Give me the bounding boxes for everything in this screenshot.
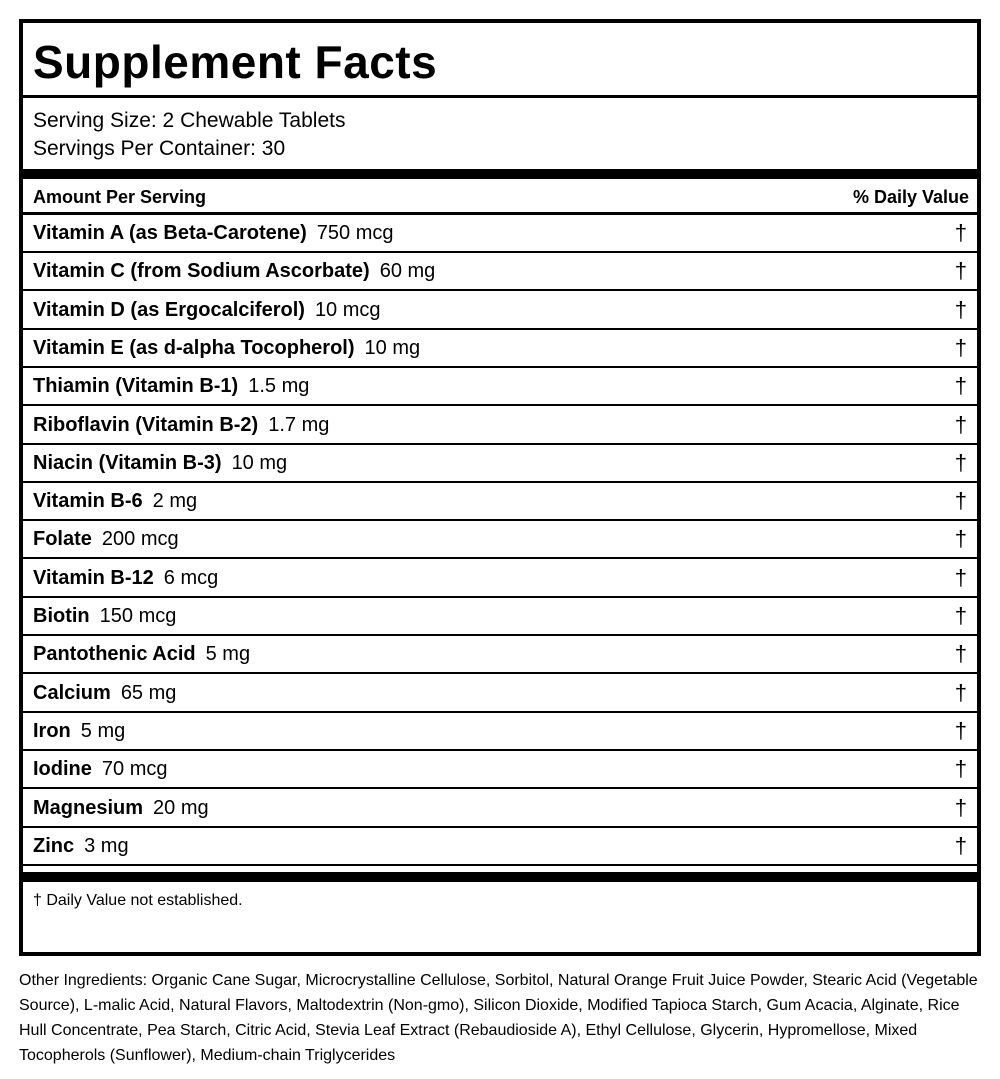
- nutrient-daily-value: †: [954, 220, 967, 245]
- nutrient-name: Vitamin B-12: [33, 566, 154, 589]
- nutrient-amount: 750 mcg: [316, 222, 394, 244]
- nutrient-text: [33, 794, 209, 822]
- nutrient-text: [33, 334, 420, 362]
- nutrient-amount: 10 mg: [364, 336, 421, 359]
- nutrient-name: Biotin: [33, 605, 90, 627]
- nutrient-daily-value: †: [954, 296, 967, 322]
- nutrient-amount: 1.7 mg: [268, 413, 330, 436]
- nutrient-daily-value: †: [954, 488, 967, 514]
- nutrient-row: [23, 636, 977, 674]
- nutrient-name: Pantothenic Acid: [33, 643, 196, 666]
- nutrient-text: [33, 219, 394, 247]
- nutrient-text: [33, 832, 129, 860]
- nutrient-name: Vitamin E (as d-alpha Tocopherol): [33, 336, 355, 359]
- thick-divider-bottom: [23, 872, 977, 882]
- nutrient-row: [23, 521, 977, 559]
- nutrient-amount: 20 mg: [153, 796, 209, 819]
- nutrient-row: [23, 407, 977, 445]
- nutrient-name: Vitamin A (as Beta-Carotene): [33, 222, 307, 244]
- nutrient-text: [33, 717, 125, 745]
- nutrient-name: Niacin (Vitamin B-3): [33, 451, 222, 474]
- serving-size: Serving Size: 2 Chewable Tablets: [33, 109, 346, 132]
- nutrient-daily-value: †: [954, 449, 967, 475]
- nutrient-daily-value: †: [954, 603, 967, 628]
- nutrient-daily-value: †: [954, 526, 967, 552]
- nutrient-amount: 65 mg: [120, 681, 177, 704]
- amount-per-serving-header: Amount Per Serving: [33, 187, 207, 207]
- nutrient-row: [23, 445, 977, 483]
- nutrient-amount: 70 mcg: [101, 758, 168, 781]
- nutrient-name: Folate: [33, 528, 92, 551]
- nutrient-row: [23, 790, 977, 828]
- nutrient-amount: 200 mcg: [101, 528, 179, 551]
- nutrient-daily-value: †: [954, 334, 967, 360]
- nutrient-text: [33, 411, 329, 439]
- nutrient-daily-value: †: [954, 832, 967, 858]
- nutrient-daily-value: †: [954, 564, 967, 590]
- nutrient-name: Riboflavin (Vitamin B-2): [33, 413, 259, 436]
- nutrient-daily-value: †: [954, 794, 967, 820]
- daily-value-footnote: † Daily Value not established.: [33, 892, 243, 909]
- nutrient-row: [23, 713, 977, 751]
- nutrient-row: [23, 828, 977, 866]
- nutrient-amount: 2 mg: [152, 490, 198, 513]
- nutrient-amount: 3 mg: [84, 834, 129, 857]
- nutrient-name: Magnesium: [33, 796, 144, 819]
- nutrient-amount: 5 mg: [80, 719, 126, 742]
- nutrient-text: [33, 602, 176, 630]
- other-ingredients: Other Ingredients: Organic Cane Sugar, Microcrystalline Cellulose, Sorbitol, Natural Orange Fruit Juice Powder, Stearic Acid (Vegetable Source), L-malic Acid, Natural Flavors, Maltodextrin (Non-gmo), Silicon Dioxide, Modified Tapioca Starch, Gum Acacia, Alginate, Rice Hull Concentrate, Pea Starch, Citric Acid, Stevia Leaf Extract (Rebaudioside A), Ethyl Cellulose, Glycerin, Hypromellose, Mixed Tocopherols (Sunflower), Medium-chain Triglycerides: [19, 972, 978, 1064]
- nutrient-name: Calcium: [33, 681, 111, 704]
- nutrient-daily-value: †: [954, 756, 967, 782]
- nutrient-daily-value: †: [954, 679, 967, 705]
- nutrient-daily-value: †: [954, 258, 967, 284]
- nutrient-name: Iodine: [33, 758, 92, 781]
- nutrient-name: Vitamin B-6: [33, 490, 143, 513]
- nutrient-text: [33, 679, 176, 707]
- nutrient-amount: 150 mcg: [99, 605, 177, 627]
- nutrient-row: [23, 751, 977, 789]
- nutrient-row: [23, 675, 977, 713]
- nutrient-row: [23, 292, 977, 330]
- nutrient-row: [23, 368, 977, 406]
- nutrient-row: [23, 215, 977, 253]
- nutrient-row: [23, 598, 977, 636]
- nutrient-text: [33, 449, 287, 477]
- nutrient-name: Vitamin D (as Ergocalciferol): [33, 298, 305, 321]
- nutrient-text: [33, 296, 381, 324]
- nutrient-name: Vitamin C (from Sodium Ascorbate): [33, 260, 370, 283]
- nutrient-daily-value: †: [954, 373, 967, 399]
- nutrient-daily-value: †: [954, 641, 967, 667]
- nutrient-row: [23, 560, 977, 598]
- nutrient-text: [33, 257, 435, 285]
- nutrient-daily-value: †: [954, 411, 967, 437]
- nutrient-amount: 10 mcg: [314, 298, 381, 321]
- row-divider: [23, 864, 977, 866]
- nutrient-row: [23, 330, 977, 368]
- nutrient-name: Zinc: [33, 834, 75, 857]
- supplement-facts-panel: [19, 19, 981, 956]
- nutrient-text: [33, 525, 179, 553]
- nutrient-amount: 10 mg: [231, 451, 288, 474]
- label-title: Supplement Facts: [33, 36, 438, 88]
- nutrient-text: [33, 487, 197, 515]
- nutrient-name: Iron: [33, 719, 71, 742]
- nutrient-daily-value: †: [954, 717, 967, 743]
- nutrient-row: [23, 483, 977, 521]
- nutrient-amount: 5 mg: [205, 643, 251, 666]
- thick-divider-top: [23, 169, 977, 179]
- servings-per-container: Servings Per Container: 30: [33, 137, 286, 160]
- nutrient-name: Thiamin (Vitamin B-1): [33, 375, 239, 398]
- title-divider: [23, 95, 977, 98]
- nutrient-amount: 60 mg: [379, 260, 436, 283]
- nutrient-amount: 1.5 mg: [248, 375, 310, 398]
- nutrient-row: [23, 253, 977, 291]
- nutrient-text: [33, 640, 250, 668]
- daily-value-header: % Daily Value: [852, 187, 969, 207]
- nutrient-text: [33, 564, 218, 592]
- nutrient-text: [33, 755, 167, 783]
- nutrient-amount: 6 mcg: [163, 566, 219, 589]
- nutrient-text: [33, 372, 309, 400]
